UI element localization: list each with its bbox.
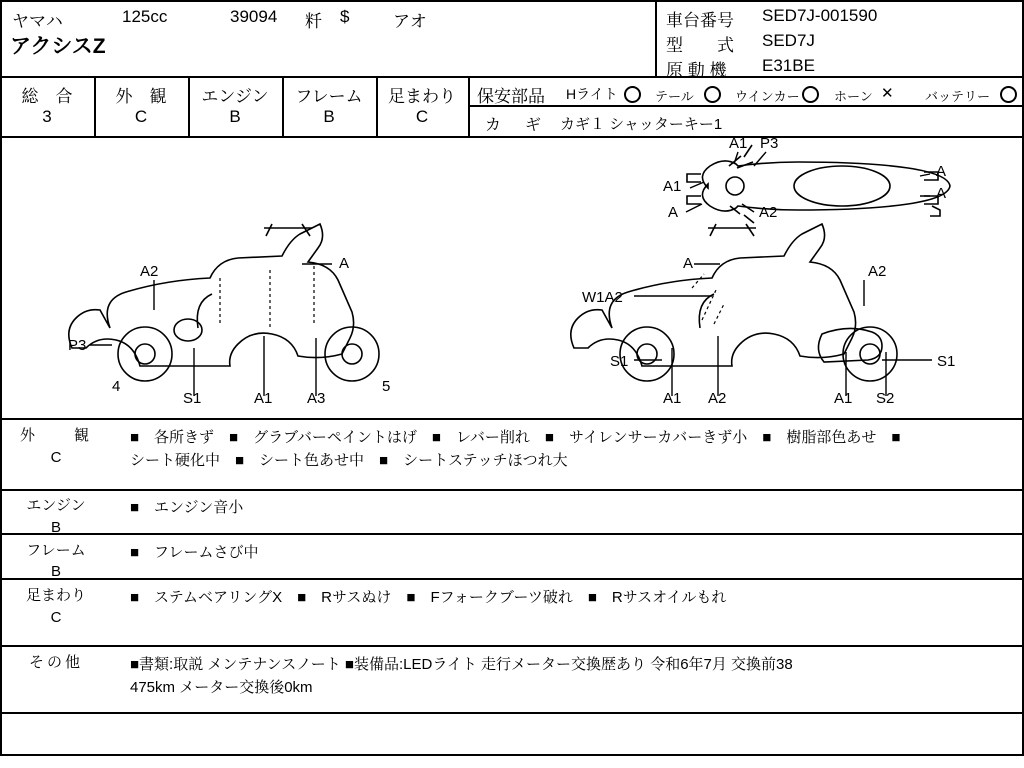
grade-value-frame: B [323, 107, 335, 126]
right-label-s2: S2 [876, 390, 895, 407]
grade-label-total: 総 合 [21, 87, 73, 106]
grade-label-exterior: 外 観 [115, 87, 167, 106]
top-label-a2: A2 [759, 204, 778, 221]
top-label-a1-left: A1 [663, 178, 682, 195]
safety-item-headlight-label: Hライト [566, 86, 618, 102]
left-label-s1: S1 [183, 390, 202, 407]
frame-bottom [0, 754, 1024, 756]
remark-cat-other: その他 [28, 654, 83, 671]
circle-icon [704, 86, 721, 103]
remark-cat-suspension: 足まわり [25, 587, 86, 604]
left-side-view-scooter [69, 224, 379, 381]
remark-cat-exterior: 外 観 [19, 427, 92, 444]
top-label-a1: A1 [729, 138, 748, 152]
safety-title: 保安部品 [477, 87, 545, 106]
damage-diagram [2, 138, 1022, 416]
left-label-a: A [339, 255, 350, 272]
remark-grade-engine: B [50, 519, 61, 536]
right-label-a: A [683, 255, 694, 272]
rule-diagram-bottom [0, 418, 1024, 420]
remark-text-frame: ■ フレームさび中 [130, 544, 259, 561]
grade-label-frame: フレーム [295, 87, 363, 106]
safety-row-sep [468, 105, 1022, 107]
grade-value-suspension: C [415, 107, 429, 126]
top-label-p3: P3 [760, 138, 779, 152]
right-label-a2-bottom: A2 [708, 390, 727, 407]
remark-cat-frame: フレーム [26, 542, 86, 559]
right-label-s1-right: S1 [937, 353, 956, 370]
key-value: カギ１ シャッターキー1 [560, 116, 723, 133]
top-label-a-left: A [668, 204, 679, 221]
header-vert-sep [655, 0, 657, 76]
rule-remark4 [0, 645, 1024, 647]
rule-remark3 [0, 578, 1024, 580]
grade-value-total: 3 [42, 107, 52, 126]
left-label-p3: P3 [68, 337, 87, 354]
key-label: カ ギ [485, 117, 546, 134]
left-label-5: 5 [382, 378, 391, 395]
frame-top [0, 0, 1024, 2]
top-label-a-right1: A [936, 163, 947, 180]
displacement: 125cc [122, 7, 168, 26]
rule-remark2 [0, 533, 1024, 535]
grade-label-engine: エンジン [201, 87, 269, 106]
safety-item-battery-label: バッテリー [925, 89, 991, 104]
remark-text-other-line2: 475km メーター交換後0km [130, 679, 313, 696]
maker-name: ヤマハ [12, 12, 63, 31]
rule-remark1 [0, 489, 1024, 491]
right-label-a1-left: A1 [663, 390, 682, 407]
engine-value: E31BE [762, 56, 815, 75]
left-label-4: 4 [112, 378, 121, 395]
left-label-a1: A1 [254, 390, 273, 407]
safety-item-horn-label: ホーン [834, 89, 873, 104]
type-label: 型 式 [666, 36, 734, 55]
model-name: アクシスZ [10, 35, 106, 58]
top-view-scooter [687, 145, 950, 223]
remark-cat-engine: エンジン [26, 497, 86, 514]
left-label-a2: A2 [140, 263, 159, 280]
remark-text-exterior-line2: シート硬化中 ■ シート色あせ中 ■ シートステッチほつれ大 [130, 452, 568, 469]
left-label-a3: A3 [307, 390, 326, 407]
mileage-unit: 粁 [305, 12, 322, 31]
safety-item-winker-label: ウインカー [735, 89, 800, 104]
cross-icon: ✕ [881, 85, 894, 102]
remark-grade-suspension: C [50, 609, 62, 626]
right-label-a2: A2 [868, 263, 887, 280]
circle-icon [802, 86, 819, 103]
type-value: SED7J [762, 31, 815, 50]
mileage-value: 39094 [230, 7, 278, 26]
remark-text-suspension: ■ ステムベアリングX ■ Rサスぬけ ■ Fフォークブーツ破れ ■ Rサスオイルもれ [130, 589, 727, 606]
safety-item-tail-label: テール [655, 89, 694, 104]
remark-grade-exterior: C [50, 449, 62, 466]
top-label-a-right2: A [936, 185, 947, 202]
grade-value-exterior: C [134, 107, 148, 126]
grade-value-engine: B [229, 107, 241, 126]
circle-icon [1000, 86, 1017, 103]
rule-remark5 [0, 712, 1024, 714]
remark-text-engine: ■ エンジン音小 [130, 499, 244, 516]
currency-mark: $ [340, 7, 350, 26]
right-label-s1-left: S1 [610, 353, 629, 370]
chassis-value: SED7J-001590 [762, 6, 878, 25]
rule-header-bottom [0, 76, 1024, 78]
circle-icon [624, 86, 641, 103]
grade-label-suspension: 足まわり [388, 87, 456, 106]
chassis-label: 車台番号 [666, 11, 734, 30]
right-label-a1-right: A1 [834, 390, 853, 407]
right-label-w1a2: W1A2 [582, 289, 623, 306]
remark-text-other-line1: ■書類:取説 メンテナンスノート ■装備品:LEDライト 走行メーター交換歴あり 令和6年7月 交換前38 [130, 656, 793, 673]
color-name: アオ [393, 12, 427, 31]
engine-label: 原 動 機 [666, 61, 727, 80]
remark-grade-frame: B [50, 563, 61, 580]
remark-text-exterior-line1: ■ 各所きず ■ グラブバーペイントはげ ■ レバー削れ ■ サイレンサーカバーきず小 ■ 樹脂部色あせ ■ [130, 429, 901, 446]
